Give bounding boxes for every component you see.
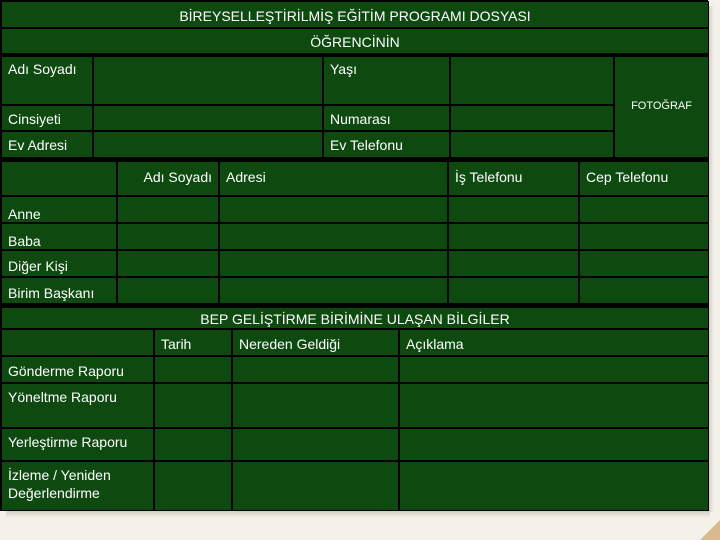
contact-address-field[interactable] (219, 196, 448, 223)
bep-row-label: İzleme / Yeniden Değerlendirme (1, 461, 154, 511)
contact-cell-phone-field[interactable] (579, 223, 709, 250)
contact-row-label: Anne (1, 196, 117, 223)
bep-row-label: Yöneltme Raporu (1, 383, 154, 428)
student-gender-field[interactable] (93, 105, 323, 131)
bep-row-label: Yerleştirme Raporu (1, 428, 154, 461)
contact-row-label: Diğer Kişi (1, 250, 117, 277)
contacts-header-name: Adı Soyadı (117, 161, 219, 196)
bep-description-field[interactable] (399, 461, 709, 511)
student-age-label: Yaşı (323, 56, 450, 105)
student-phone-field[interactable] (450, 131, 614, 158)
student-number-label: Numarası (323, 105, 450, 131)
bep-date-field[interactable] (154, 428, 232, 461)
contact-cell-phone-field[interactable] (579, 277, 709, 304)
bep-header-source: Nereden Geldiği (232, 329, 399, 356)
student-age-field[interactable] (450, 56, 614, 105)
bep-description-field[interactable] (399, 428, 709, 461)
contact-name-field[interactable] (117, 196, 219, 223)
photo-box[interactable] (614, 56, 709, 158)
bep-source-field[interactable] (232, 356, 399, 383)
student-section-header: ÖĞRENCİNİN (1, 28, 709, 54)
contact-name-field[interactable] (117, 223, 219, 250)
student-address-field[interactable] (93, 131, 323, 158)
bep-row-label: Gönderme Raporu (1, 356, 154, 383)
photo-label: FOTOĞRAF (631, 100, 692, 112)
contact-address-field[interactable] (219, 277, 448, 304)
bep-date-field[interactable] (154, 383, 232, 428)
contact-cell-phone-field[interactable] (579, 196, 709, 223)
bep-description-field[interactable] (399, 383, 709, 428)
contacts-header-work-phone: İş Telefonu (448, 161, 579, 196)
bep-source-field[interactable] (232, 383, 399, 428)
bep-header-date: Tarih (154, 329, 232, 356)
corner-decoration (700, 520, 720, 540)
bep-date-field[interactable] (154, 461, 232, 511)
contact-name-field[interactable] (117, 250, 219, 277)
student-phone-label: Ev Telefonu (323, 131, 450, 158)
student-number-field[interactable] (450, 105, 614, 131)
page-shadow (6, 510, 710, 518)
contact-work-phone-field[interactable] (448, 277, 579, 304)
bep-source-field[interactable] (232, 461, 399, 511)
contact-row-label: Birim Başkanı (1, 277, 117, 304)
contact-cell-phone-field[interactable] (579, 250, 709, 277)
contact-address-field[interactable] (219, 223, 448, 250)
bep-section-title: BEP GELİŞTİRME BİRİMİNE ULAŞAN BİLGİLER (1, 307, 709, 329)
contact-work-phone-field[interactable] (448, 250, 579, 277)
student-name-field[interactable] (93, 56, 323, 105)
contacts-corner (1, 161, 117, 196)
student-gender-label: Cinsiyeti (1, 105, 93, 131)
contacts-header-address: Adresi (219, 161, 448, 196)
contact-name-field[interactable] (117, 277, 219, 304)
contact-work-phone-field[interactable] (448, 196, 579, 223)
contacts-header-cell-phone: Cep Telefonu (579, 161, 709, 196)
bep-description-field[interactable] (399, 356, 709, 383)
contact-row-label: Baba (1, 223, 117, 250)
bep-source-field[interactable] (232, 428, 399, 461)
contact-work-phone-field[interactable] (448, 223, 579, 250)
bep-corner (1, 329, 154, 356)
form-title: BİREYSELLEŞTİRİLMİŞ EĞİTİM PROGRAMI DOSYASI (1, 1, 709, 28)
bep-date-field[interactable] (154, 356, 232, 383)
contact-address-field[interactable] (219, 250, 448, 277)
student-name-label: Adı Soyadı (1, 56, 93, 105)
bep-header-description: Açıklama (399, 329, 709, 356)
student-address-label: Ev Adresi (1, 131, 93, 158)
